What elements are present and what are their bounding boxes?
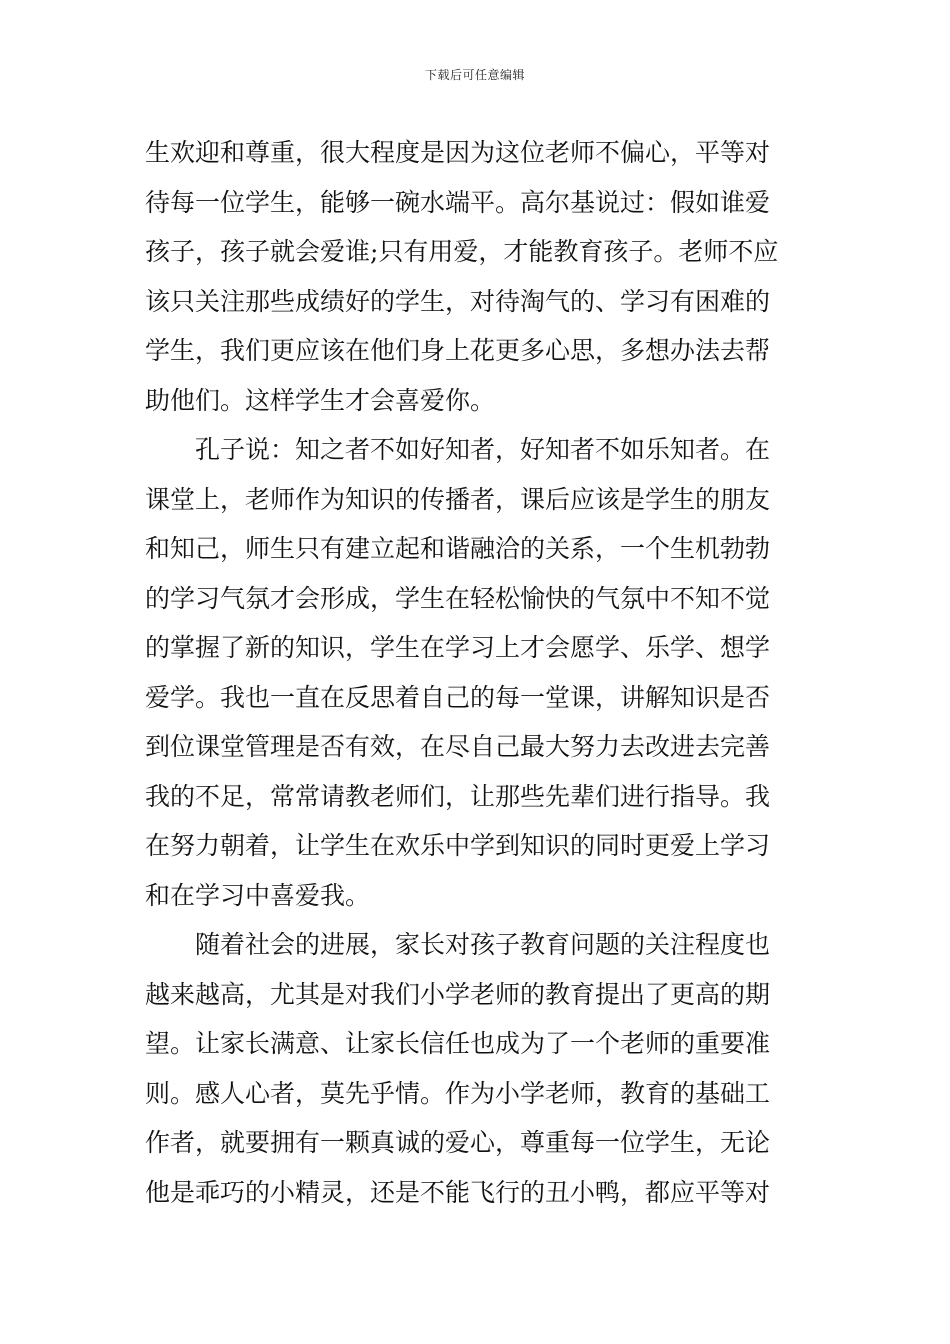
text-line: 的掌握了新的知识，学生在学习上才会愿学、乐学、想学 [145, 633, 771, 662]
text-line: 孩子，孩子就会爱谁;只有用爱，才能教育孩子。老师不应 [145, 237, 779, 266]
text-line: 我的不足，常常请教老师们，让那些先辈们进行指导。我 [145, 781, 771, 811]
text-line: 的学习气氛才会形成，学生在轻松愉快的气氛中不知不觉 [145, 583, 771, 613]
text-line: 和在学习中喜爱我。 [145, 880, 371, 910]
text-line: 和知己，师生只有建立起和谐融洽的关系，一个生机勃勃 [145, 534, 771, 563]
text-line: 待每一位学生，能够一碗水端平。高尔基说过：假如谁爱 [145, 187, 771, 217]
body-text [145, 128, 815, 1217]
text-line: 生欢迎和尊重，很大程度是因为这位老师不偏心，平等对 [145, 138, 771, 167]
text-line: 在努力朝着，让学生在欢乐中学到知识的同时更爱上学习 [145, 831, 771, 860]
text-line: 到位课堂管理是否有效，在尽自己最大努力去改进去完善 [145, 732, 771, 761]
text-line: 望。让家长满意、让家长信任也成为了一个老师的重要准 [145, 1029, 771, 1058]
text-line: 该只关注那些成绩好的学生，对待淘气的、学习有困难的 [145, 286, 771, 316]
text-line: 孔子说：知之者不如好知者，好知者不如乐知者。在 [145, 435, 771, 464]
text-line: 助他们。这样学生才会喜爱你。 [145, 385, 496, 415]
text-line: 随着社会的进展，家长对孩子教育问题的关注程度也 [145, 930, 771, 959]
text-line: 作者，就要拥有一颗真诚的爱心，尊重每一位学生，无论 [145, 1128, 771, 1157]
text-line: 他是乖巧的小精灵，还是不能飞行的丑小鸭，都应平等对 [145, 1177, 771, 1207]
page-header: 下载后可任意编辑 [424, 68, 525, 82]
text-line: 课堂上，老师作为知识的传播者，课后应该是学生的朋友 [145, 484, 771, 514]
text-line: 越来越高，尤其是对我们小学老师的教育提出了更高的期 [145, 979, 771, 1009]
text-line: 爱学。我也一直在反思着自己的每一堂课，讲解知识是否 [145, 682, 771, 712]
text-line: 则。感人心者，莫先乎情。作为小学老师，教育的基础工 [145, 1078, 771, 1108]
text-line: 学生，我们更应该在他们身上花更多心思，多想办法去帮 [145, 336, 771, 365]
